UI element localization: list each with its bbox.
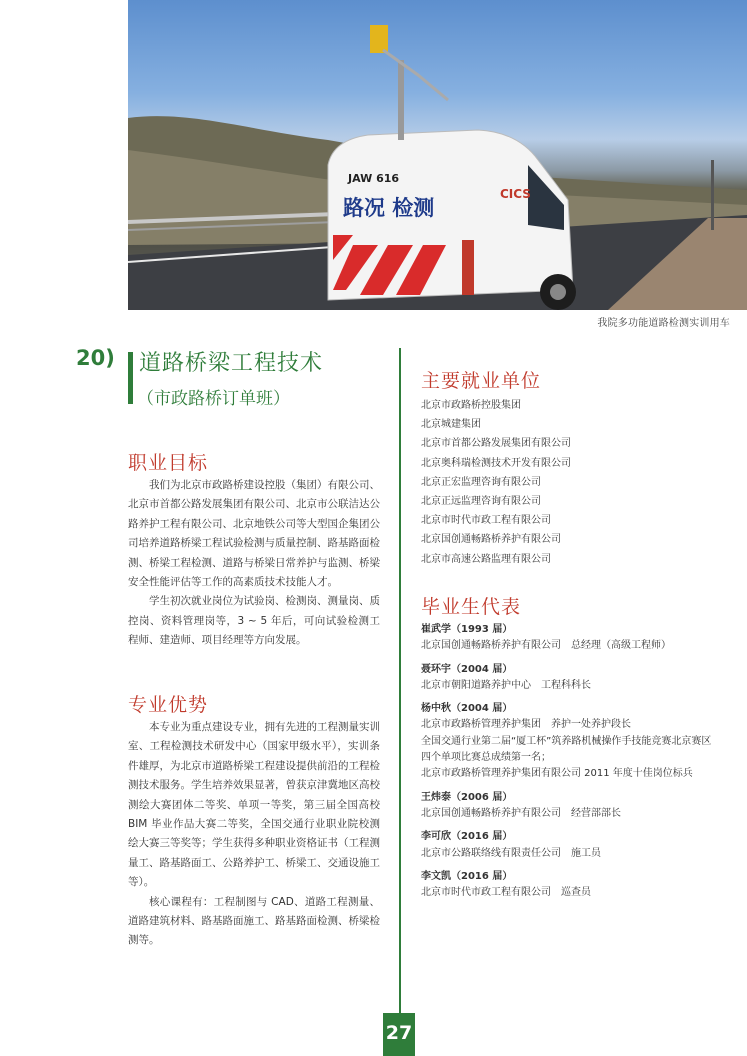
career-goal-text: [128, 476, 380, 651]
van-illustration: [128, 0, 747, 310]
graduate-detail: 北京国创通畅路桥养护有限公司 总经理（高级工程师）: [421, 640, 671, 652]
section-title: 道路桥梁工程技术: [139, 351, 324, 376]
graduate-entry: [421, 662, 721, 695]
graduate-entry: [421, 829, 721, 862]
employers-heading: 主要就业单位: [421, 370, 542, 392]
graduate-entry: [421, 622, 721, 655]
graduate-detail: 北京国创通畅路桥养护有限公司 经营部部长: [421, 807, 621, 819]
van-lettering: 路况 检测: [343, 196, 435, 220]
van-logo: CICS: [500, 187, 531, 201]
career-goal-heading: 职业目标: [128, 452, 209, 474]
graduate-entry: [421, 790, 721, 823]
list-item: 北京正远监理咨询有限公司: [421, 496, 541, 508]
graduate-detail: 全国交通行业第二届“厦工杯”筑养路机械操作手技能竞赛北京赛区四个单项比赛总成绩第一名；: [421, 735, 712, 764]
graduate-name: 李可欣（2016 届）: [421, 831, 513, 843]
graduate-detail: 北京市政路桥管理养护集团 养护一处养护段长: [421, 719, 631, 731]
page-number: 27: [383, 1013, 415, 1056]
graduate-name: 崔武学（1993 届）: [421, 624, 513, 635]
title-accent-bar: [128, 352, 133, 404]
graduate-name: 李文凯（2016 届）: [421, 870, 513, 882]
section-number: 20): [76, 346, 115, 370]
list-item: 北京市时代市政工程有限公司: [421, 515, 551, 527]
column-divider: [399, 348, 401, 1013]
graduate-list: [421, 622, 721, 908]
graduate-name: 王炜泰（2006 届）: [421, 791, 513, 803]
advantages-text: [128, 718, 380, 951]
road-inspection-van-photo: [128, 0, 747, 310]
list-item: 北京奥科瑞检测技术开发有限公司: [421, 457, 571, 469]
advantages-paragraph-2: 核心课程有：工程制图与 CAD、道路工程测量、道路建筑材料、路基路面施工、路基路面检测、桥梁检测等。: [128, 895, 380, 947]
van-plate-text: JAW 616: [348, 172, 400, 185]
section-subtitle: （市政路桥订单班）: [137, 389, 290, 409]
list-item: 北京市政路桥控股集团: [421, 400, 521, 411]
list-item: 北京市首都公路发展集团有限公司: [421, 438, 571, 450]
graduate-name: 杨中秋（2004 届）: [421, 703, 513, 715]
list-item: 北京国创通畅路桥养护有限公司: [421, 534, 561, 546]
list-item: 北京城建集团: [421, 419, 481, 431]
advantages-heading: 专业优势: [128, 694, 209, 716]
graduate-detail: 北京市时代市政工程有限公司 巡查员: [421, 887, 591, 899]
career-goal-paragraph-2: 学生初次就业岗位为试验岗、检测岗、测量岗、质控岗、资料管理岗等，3 ~ 5 年后，可向试验检测工程师、建造师、项目经理等方向发展。: [128, 595, 380, 647]
career-goal-paragraph-1: 我们为北京市政路桥建设控股（集团）有限公司、北京市首都公路发展集团有限公司、北京市公联洁达公路养护工程有限公司、北京地铁公司等大型国企集团公司培养道路桥梁工程试验检测与质量控制、路基路面检测、桥梁工程检测、道路与桥梁日常养护与监测、桥梁安全性能评估等工作的高素质技术技能人才。: [128, 479, 380, 589]
graduates-heading: 毕业生代表: [421, 596, 522, 618]
graduate-entry: [421, 869, 721, 902]
graduate-detail: 北京市朝阳道路养护中心 工程科科长: [421, 679, 591, 691]
graduate-detail: 北京市政路桥管理养护集团有限公司 2011 年度十佳岗位标兵: [421, 768, 693, 780]
list-item: 北京正宏监理咨询有限公司: [421, 476, 541, 488]
employer-list: [421, 396, 721, 569]
advantages-paragraph-1: 本专业为重点建设专业，拥有先进的工程测量实训室、工程检测技术研发中心（国家甲级水平），实训条件雄厚，为北京市道路桥梁工程建设提供前沿的工程检测技术服务。学生培养效果显著，曾获京津冀地区高校测绘大赛团体二等奖、单项一等奖，第三届全国高校 BIM 毕业作品大赛二等奖，全国交通行业职业院校测绘大赛三等奖等；学生获得多种职业资格证书（工程测量工、路基路面工、公路养护工、桥梁工、交通设施工等）。: [128, 721, 380, 889]
graduate-name: 聂环宇（2004 届）: [421, 663, 513, 675]
photo-caption: 我院多功能道路检测实训用车: [597, 318, 730, 329]
graduate-detail: 北京市公路联络线有限责任公司 施工员: [421, 847, 601, 859]
list-item: 北京市高速公路监理有限公司: [421, 553, 551, 565]
graduate-entry: [421, 701, 721, 782]
